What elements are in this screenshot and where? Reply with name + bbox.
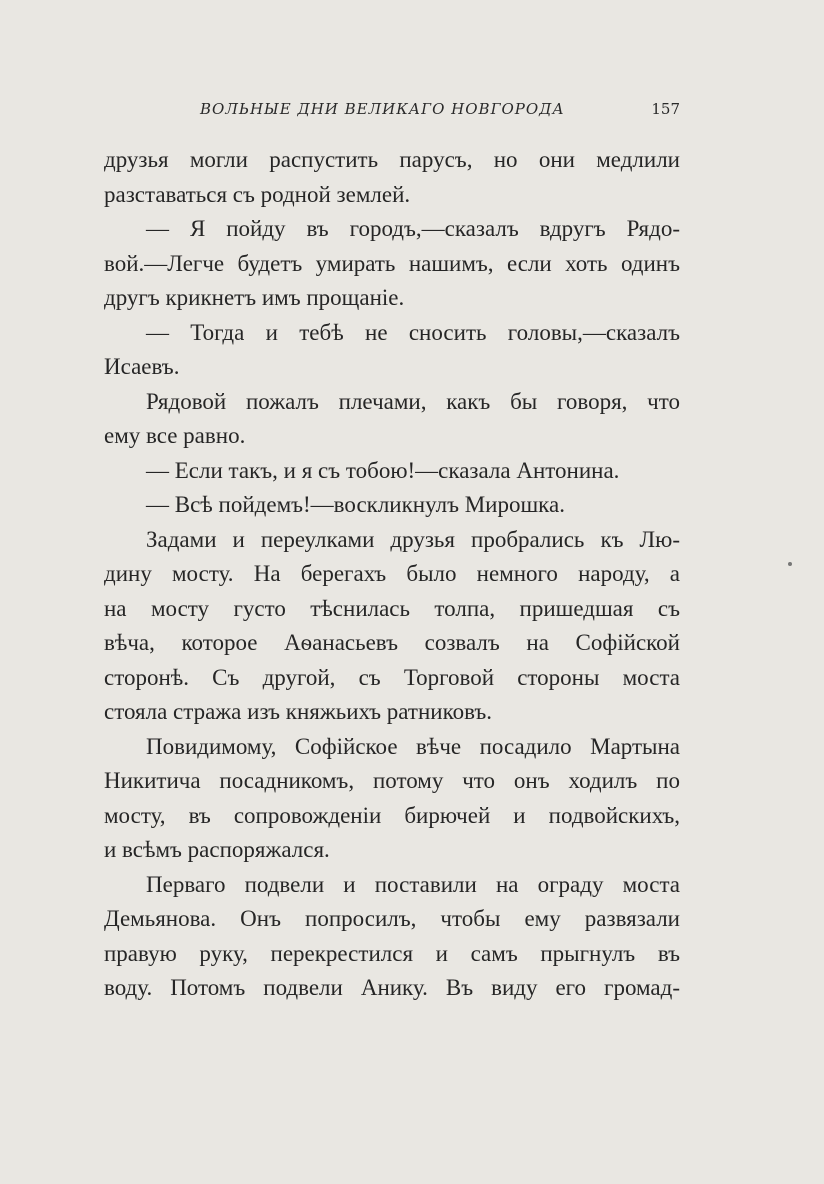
page-header: [104, 100, 680, 126]
text-line: Никитича посадникомъ, потому что онъ ходилъ по: [104, 768, 680, 793]
text-line: разставаться съ родной землей.: [104, 181, 411, 207]
text-line: Исаевъ.: [104, 354, 180, 379]
text-line: — Всѣ пойдемъ!—воскликнулъ Мирошка.: [146, 492, 565, 517]
text-line: сторонѣ. Съ другой, съ Торговой стороны моста: [104, 664, 680, 690]
text-line: другъ крикнетъ имъ прощаніе.: [104, 285, 405, 310]
text-line: — Тогда и тебѣ не сносить головы,—сказалъ: [146, 319, 680, 345]
text-line: дину мосту. На берегахъ было немного народу, а: [104, 561, 680, 586]
text-line: Задами и переулками друзья пробрались къ Лю-: [146, 526, 680, 552]
text-line: вой.—Легче будетъ умирать нашимъ, если хоть одинъ: [104, 250, 680, 276]
text-line: Рядовой пожалъ плечами, какъ бы говоря, что: [146, 388, 680, 414]
text-line: вѣча, которое Аѳанасьевъ созвалъ на Софійской: [104, 630, 680, 655]
text-line: ему все равно.: [104, 423, 246, 448]
running-title: ВОЛЬНЫЕ ДНИ ВЕЛИКАГО НОВГОРОДА: [200, 100, 565, 118]
text-line: — Если такъ, и я съ тобою!—сказала Антонина.: [146, 457, 620, 483]
text-line: на мосту густо тѣснилась толпа, пришедшая съ: [104, 595, 680, 621]
text-line: Перваго подвели и поставили на ограду моста: [146, 871, 680, 897]
text-line: воду. Потомъ подвели Анику. Въ виду его громад-: [104, 975, 680, 1000]
text-line: друзья могли распустить парусъ, но они медлили: [104, 147, 680, 172]
body-text: [104, 143, 680, 1006]
text-line: Демьянова. Онъ попросилъ, чтобы ему развязали: [104, 906, 680, 931]
text-line: Повидимому, Софійское вѣче посадило Мартына: [146, 733, 680, 759]
text-line: и всѣмъ распоряжался.: [104, 837, 330, 862]
text-line: правую руку, перекрестился и самъ прыгнулъ въ: [104, 940, 680, 966]
text-line: — Я пойду въ городъ,—сказалъ вдругъ Рядо-: [146, 216, 680, 241]
paper-speck: [788, 562, 792, 566]
text-line: стояла стража изъ княжьихъ ратниковъ.: [104, 699, 493, 724]
page-number: 157: [651, 100, 680, 118]
text-line: мосту, въ сопровожденіи бирючей и подвойскихъ,: [104, 802, 680, 828]
